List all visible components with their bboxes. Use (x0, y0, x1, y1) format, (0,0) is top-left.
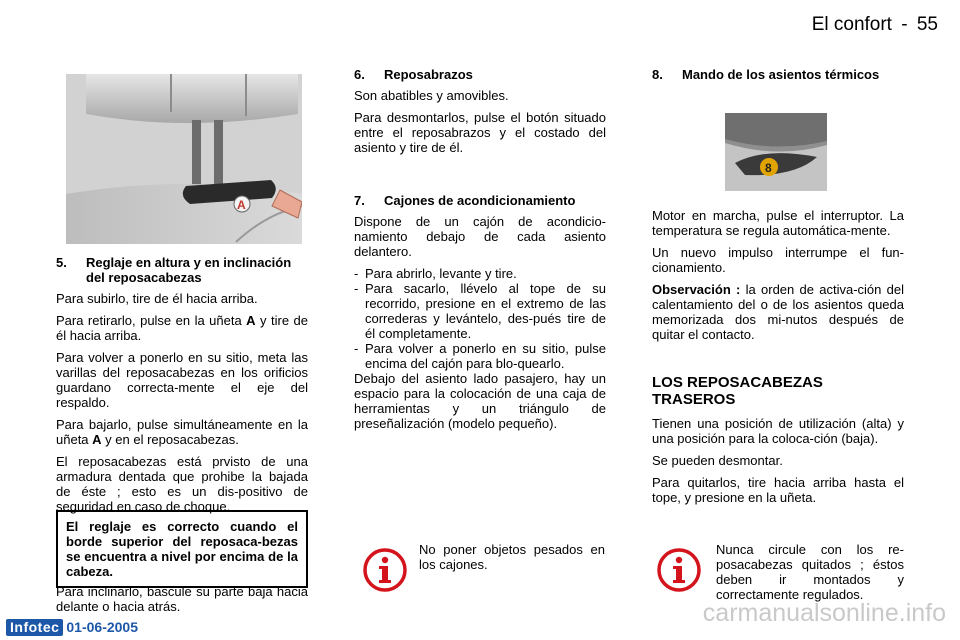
paragraph: Dispone de un cajón de acondicio-namiento debajo de cada asiento delantero. (354, 214, 606, 259)
heading-5-text: Reglaje en altura y en inclinación del reposacabezas (86, 255, 292, 285)
info-icon (362, 547, 408, 593)
headrest-illustration (66, 74, 302, 244)
page-number: 55 (916, 14, 938, 35)
paragraph: Para desmontarlos, pulse el botón situado entre el reposabrazos y el costado del asiento y tire de él. (354, 110, 606, 155)
heading-7: 7. Cajones de acondicionamiento (354, 193, 576, 208)
heading-6: 6. Reposabrazos (354, 67, 473, 82)
paragraph: Para quitarlos, tire hacia arriba hasta el tope, y presione en la uñeta. (652, 475, 904, 505)
list-item: - Para volver a ponerlo en su sitio, pulse encima del cajón para blo-quearlo. (354, 341, 606, 371)
info-text: Nunca circule con los re-posacabezas quitados ; éstos deben ir montados y correctamente regulados. (716, 542, 904, 602)
info-text: No poner objetos pesados en los cajones. (419, 542, 605, 572)
paragraph: Motor en marcha, pulse el interruptor. La temperatura se regula automática-mente. (652, 208, 904, 238)
paragraph: Para subirlo, tire de él hacia arriba. (56, 291, 258, 306)
paragraph: El reposacabezas está prvisto de una armadura dentada que prohibe la bajada de éste ; esto es un dis-positivo de seguridad en caso de choque. (56, 454, 308, 514)
column-1 (56, 255, 308, 521)
paragraph: Para bajarlo, pulse simultáneamente en la uñeta A y en el reposacabezas. (56, 417, 308, 447)
column-3-lower (652, 416, 904, 512)
paragraph: Para retirarlo, pulse en la uñeta A y tire de él hacia arriba. (56, 313, 309, 343)
page-title: El confort (811, 14, 892, 35)
info-icon (656, 547, 702, 593)
paragraph: Observación : la orden de activa-ción del calentamiento del o de los asientos queda memorizada dos mi-nutos después de quitar el contacto. (652, 282, 904, 342)
title-separator: - (901, 14, 908, 35)
infotec-logo: Infotec (6, 619, 63, 636)
column-3 (652, 208, 904, 349)
page-header (812, 14, 938, 36)
headrest-photo (66, 74, 302, 244)
heading-5-number: 5. (56, 255, 67, 270)
section-title: LOS REPOSACABEZAS TRASEROS (652, 374, 823, 408)
heading-8: 8. Mando de los asientos térmicos (652, 67, 880, 82)
paragraph: Tienen una posición de utilización (alta) y una posición para la coloca-ción (baja). (652, 416, 904, 446)
switch-illustration (725, 113, 827, 191)
label-a: A (237, 198, 246, 212)
label-8: 8 (765, 161, 772, 175)
paragraph: Son abatibles y amovibles. (354, 88, 509, 103)
footer-date: 01-06-2005 (66, 619, 139, 635)
paragraph: Para inclinarlo, bascule su parte baja hacia delante o hacia atrás. (56, 584, 308, 614)
heated-seat-switch-photo (725, 113, 827, 191)
note-box: El reglaje es correcto cuando el borde superior del reposaca-bezas se encuentra a nivel por encima de la cabeza. (56, 510, 308, 588)
heading-5 (56, 255, 308, 285)
list-item: - Para sacarlo, llévelo al tope de su recorrido, presione en el extremo de las correderas y levántelo, des-pués tire de él completamente. (354, 281, 606, 341)
watermark: carmanualsonline.info (702, 599, 946, 627)
paragraph: Para volver a ponerlo en su sitio, meta las varillas del reposacabezas en los orificios guardano correcta-mente el eje del respaldo. (56, 350, 308, 410)
paragraph: Se pueden desmontar. (652, 453, 783, 468)
paragraph: Debajo del asiento lado pasajero, hay un espacio para la colocación de una caja de herramientas y un triángulo de preseñalización (modelo pequeño). (354, 371, 606, 431)
column-2 (354, 67, 606, 438)
list-item: - Para abrirlo, levante y tire. (354, 266, 517, 281)
footer (6, 619, 138, 636)
paragraph: Un nuevo impulso interrumpe el fun-cionamiento. (652, 245, 904, 275)
